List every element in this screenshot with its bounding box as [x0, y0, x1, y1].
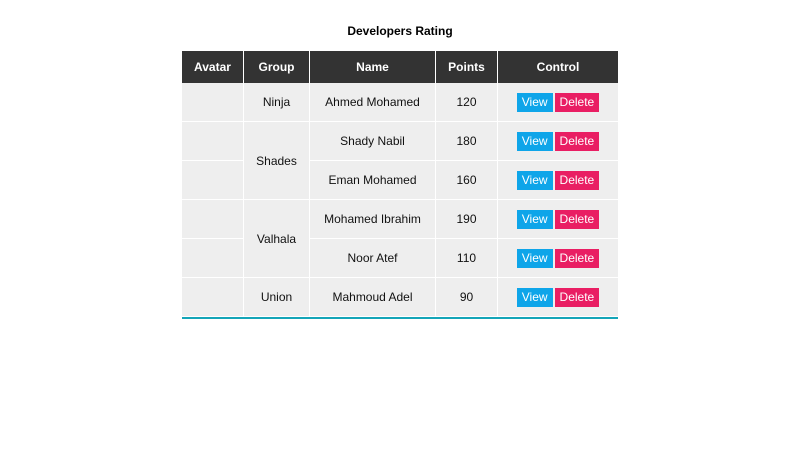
avatar-cell [182, 83, 244, 122]
name-cell: Mahmoud Adel [310, 278, 436, 317]
control-cell [498, 161, 618, 200]
avatar-cell [182, 200, 244, 239]
avatar-cell [182, 122, 244, 161]
developers-table-wrapper [182, 51, 618, 319]
points-cell: 120 [436, 83, 498, 122]
header-points: Points [436, 51, 498, 83]
control-cell [498, 200, 618, 239]
view-button[interactable]: View [517, 171, 553, 190]
delete-button[interactable]: Delete [555, 171, 600, 190]
view-button[interactable]: View [517, 132, 553, 151]
table-row [182, 278, 618, 317]
view-button[interactable]: View [517, 210, 553, 229]
header-name: Name [310, 51, 436, 83]
group-cell-valhala: Valhala [244, 200, 310, 278]
points-cell: 90 [436, 278, 498, 317]
page-title: Developers Rating [347, 24, 453, 38]
view-button[interactable]: View [517, 288, 553, 307]
avatar-cell [182, 278, 244, 317]
control-cell [498, 122, 618, 161]
group-cell-shades: Shades [244, 122, 310, 200]
delete-button[interactable]: Delete [555, 93, 600, 112]
table-header-row [182, 51, 618, 83]
name-cell: Shady Nabil [310, 122, 436, 161]
delete-button[interactable]: Delete [555, 249, 600, 268]
view-button[interactable]: View [517, 93, 553, 112]
control-cell [498, 278, 618, 317]
group-cell-ninja: Ninja [244, 83, 310, 122]
name-cell: Noor Atef [310, 239, 436, 278]
table-row [182, 200, 618, 239]
delete-button[interactable]: Delete [555, 132, 600, 151]
developers-table [182, 51, 618, 319]
view-button[interactable]: View [517, 249, 553, 268]
name-cell: Eman Mohamed [310, 161, 436, 200]
avatar-cell [182, 161, 244, 200]
points-cell: 180 [436, 122, 498, 161]
delete-button[interactable]: Delete [555, 288, 600, 307]
header-avatar: Avatar [182, 51, 244, 83]
control-cell [498, 239, 618, 278]
group-cell-union: Union [244, 278, 310, 317]
points-cell: 190 [436, 200, 498, 239]
delete-button[interactable]: Delete [555, 210, 600, 229]
points-cell: 160 [436, 161, 498, 200]
points-cell: 110 [436, 239, 498, 278]
header-group: Group [244, 51, 310, 83]
avatar-cell [182, 239, 244, 278]
header-control: Control [498, 51, 618, 83]
table-row [182, 122, 618, 161]
name-cell: Mohamed Ibrahim [310, 200, 436, 239]
control-cell [498, 83, 618, 122]
table-row [182, 83, 618, 122]
name-cell: Ahmed Mohamed [310, 83, 436, 122]
